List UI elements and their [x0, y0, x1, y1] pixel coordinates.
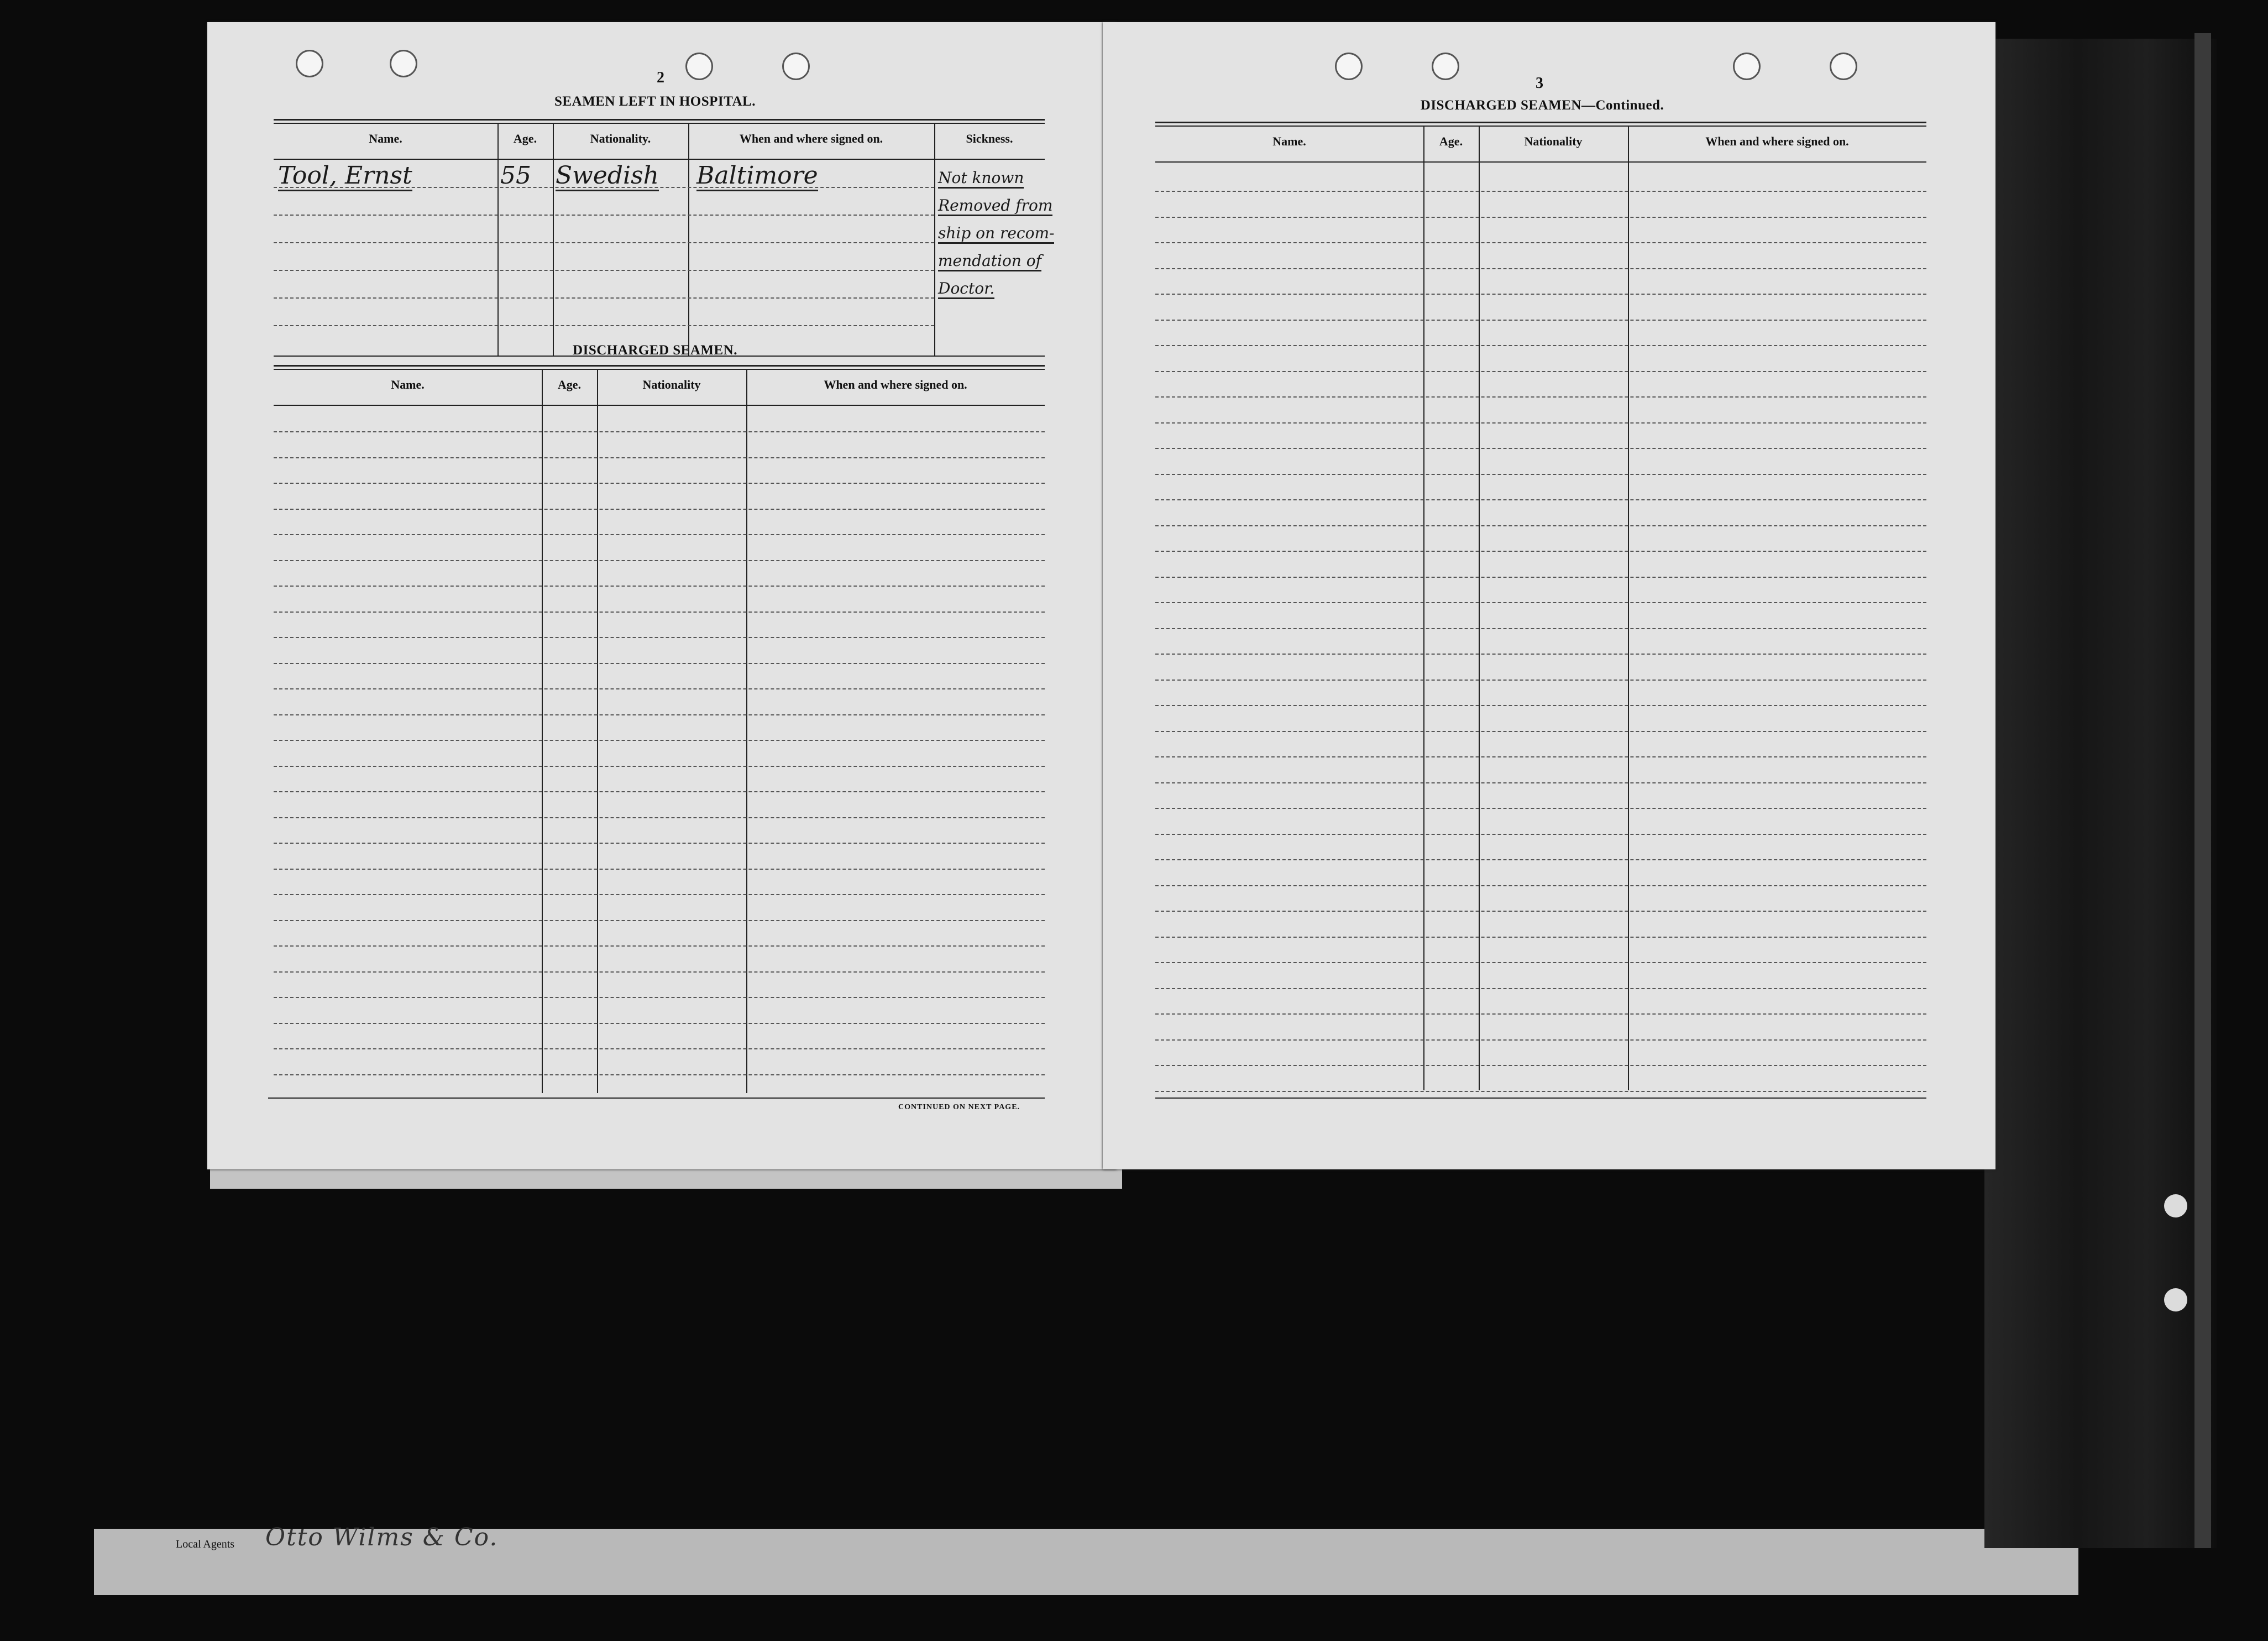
- continued-note: CONTINUED ON NEXT PAGE.: [898, 1103, 1020, 1111]
- ruled-line: [274, 534, 1045, 535]
- ruled-line: [1155, 1065, 1926, 1066]
- ruled-line: [1155, 525, 1926, 526]
- ruled-line: [1155, 962, 1926, 963]
- discharged-continued-title: DISCHARGED SEAMEN—Continued.: [1420, 98, 1664, 113]
- ruled-line: [274, 431, 1045, 432]
- ruled-line: [274, 1074, 1045, 1075]
- ruled-line: [1155, 422, 1926, 424]
- ruled-line: [1155, 396, 1926, 398]
- ruled-line: [1155, 859, 1926, 860]
- hospital-entry-sickness-line: Not known: [938, 169, 1024, 189]
- ruled-line: [274, 869, 1045, 870]
- ruled-line: [1155, 1091, 1926, 1092]
- binder-hole: [2164, 1194, 2187, 1217]
- ruled-line: [274, 843, 1045, 844]
- punch-hole: [390, 50, 417, 77]
- binding-edge: [2194, 33, 2211, 1548]
- hospital-entry-name: Tool, Ernst: [278, 161, 412, 191]
- ruled-line: [1155, 808, 1926, 809]
- ruled-line: [1155, 294, 1926, 295]
- punch-hole: [1733, 53, 1761, 80]
- ruled-line: [274, 509, 1045, 510]
- hospital-entry-sickness-line: ship on recom-: [938, 224, 1054, 244]
- ruled-line: [1155, 680, 1926, 681]
- hospital-entry-age: 55: [500, 161, 531, 190]
- ruled-line: [1155, 602, 1926, 603]
- ruled-line: [1155, 191, 1926, 192]
- hospital-entry-signed-on: Baltimore: [696, 161, 818, 191]
- ruled-line: [1155, 628, 1926, 629]
- underlying-page-edge: [210, 1167, 1122, 1189]
- ruled-line: [1155, 911, 1926, 912]
- ruled-line: [274, 714, 1045, 715]
- local-agents-label: Local Agents: [176, 1538, 235, 1550]
- hospital-table: [274, 119, 1045, 357]
- left-page: [207, 22, 1117, 1169]
- hospital-header-name: Name.: [369, 132, 402, 145]
- punch-hole: [1335, 53, 1363, 80]
- ruled-line: [274, 894, 1045, 895]
- ruled-line: [274, 560, 1045, 561]
- ruled-line: [1155, 577, 1926, 578]
- discharged-section-title: DISCHARGED SEAMEN.: [573, 343, 737, 358]
- ruled-line: [274, 920, 1045, 921]
- discharged-header-age: Age.: [557, 378, 582, 391]
- hospital-entry-sickness-line: Doctor.: [938, 279, 994, 299]
- discharged-cont-header-nationality: Nationality: [1524, 134, 1583, 148]
- discharged-header-nationality: Nationality: [642, 378, 701, 391]
- ruled-line: [274, 1023, 1045, 1024]
- ruled-line: [1155, 268, 1926, 269]
- ruled-line: [274, 586, 1045, 587]
- discharged-cont-header-name: Name.: [1272, 134, 1306, 148]
- ruled-line: [1155, 654, 1926, 655]
- ruled-line: [274, 457, 1045, 458]
- ruled-line: [274, 740, 1045, 741]
- ruled-line: [1155, 320, 1926, 321]
- ruled-line: [274, 945, 1045, 947]
- hospital-section-title: SEAMEN LEFT IN HOSPITAL.: [554, 94, 756, 109]
- hospital-header-sickness: Sickness.: [966, 132, 1013, 145]
- ruled-line: [274, 1048, 1045, 1049]
- ruled-line: [1155, 448, 1926, 449]
- ruled-line: [1155, 1039, 1926, 1041]
- ruled-line: [1155, 551, 1926, 552]
- ruled-line: [1155, 242, 1926, 243]
- hospital-header-nationality: Nationality.: [590, 132, 651, 145]
- hospital-entry-sickness-line: Removed from: [938, 196, 1052, 216]
- hospital-entry-nationality: Swedish: [556, 161, 659, 191]
- hospital-header-signed-on: When and where signed on.: [739, 132, 883, 145]
- local-agents-signature: Otto Wilms & Co.: [265, 1523, 499, 1551]
- ruled-line: [1155, 782, 1926, 783]
- ruled-line: [1155, 705, 1926, 706]
- discharged-header-signed-on: When and where signed on.: [824, 378, 967, 391]
- ruled-line: [274, 817, 1045, 818]
- discharged-cont-header-signed-on: When and where signed on.: [1705, 134, 1849, 148]
- discharged-header-name: Name.: [391, 378, 425, 391]
- page-number: 2: [657, 69, 664, 86]
- punch-hole: [782, 53, 810, 80]
- ruled-line: [1155, 1013, 1926, 1015]
- book-block-edge: [1984, 39, 2217, 1548]
- ruled-line: [1155, 345, 1926, 346]
- ruled-line: [274, 483, 1045, 484]
- ruled-line: [274, 663, 1045, 664]
- hospital-entry-sickness-line: mendation of: [938, 252, 1041, 271]
- hospital-header-age: Age.: [513, 132, 537, 145]
- punch-hole: [1830, 53, 1857, 80]
- ruled-line: [1155, 731, 1926, 732]
- ruled-line: [274, 971, 1045, 973]
- ruled-line: [1155, 988, 1926, 989]
- page-number: 3: [1536, 75, 1543, 92]
- ruled-line: [274, 688, 1045, 689]
- ruled-line: [1155, 499, 1926, 500]
- discharged-table-right: [1155, 122, 1926, 1100]
- ruled-line: [1155, 834, 1926, 835]
- punch-hole: [685, 53, 713, 80]
- ruled-line: [1155, 474, 1926, 475]
- ruled-line: [274, 791, 1045, 792]
- ruled-line: [274, 637, 1045, 638]
- ruled-line: [1155, 885, 1926, 886]
- binder-hole: [2164, 1288, 2187, 1311]
- ruled-line: [274, 612, 1045, 613]
- punch-hole: [1432, 53, 1459, 80]
- punch-hole: [296, 50, 323, 77]
- ruled-line: [1155, 937, 1926, 938]
- ruled-line: [274, 766, 1045, 767]
- discharged-cont-header-age: Age.: [1439, 134, 1463, 148]
- right-page: [1103, 22, 1995, 1169]
- ruled-line: [274, 997, 1045, 998]
- ruled-line: [1155, 371, 1926, 372]
- discharged-table-left: [274, 365, 1045, 1100]
- ruled-line: [1155, 756, 1926, 757]
- ruled-line: [1155, 217, 1926, 218]
